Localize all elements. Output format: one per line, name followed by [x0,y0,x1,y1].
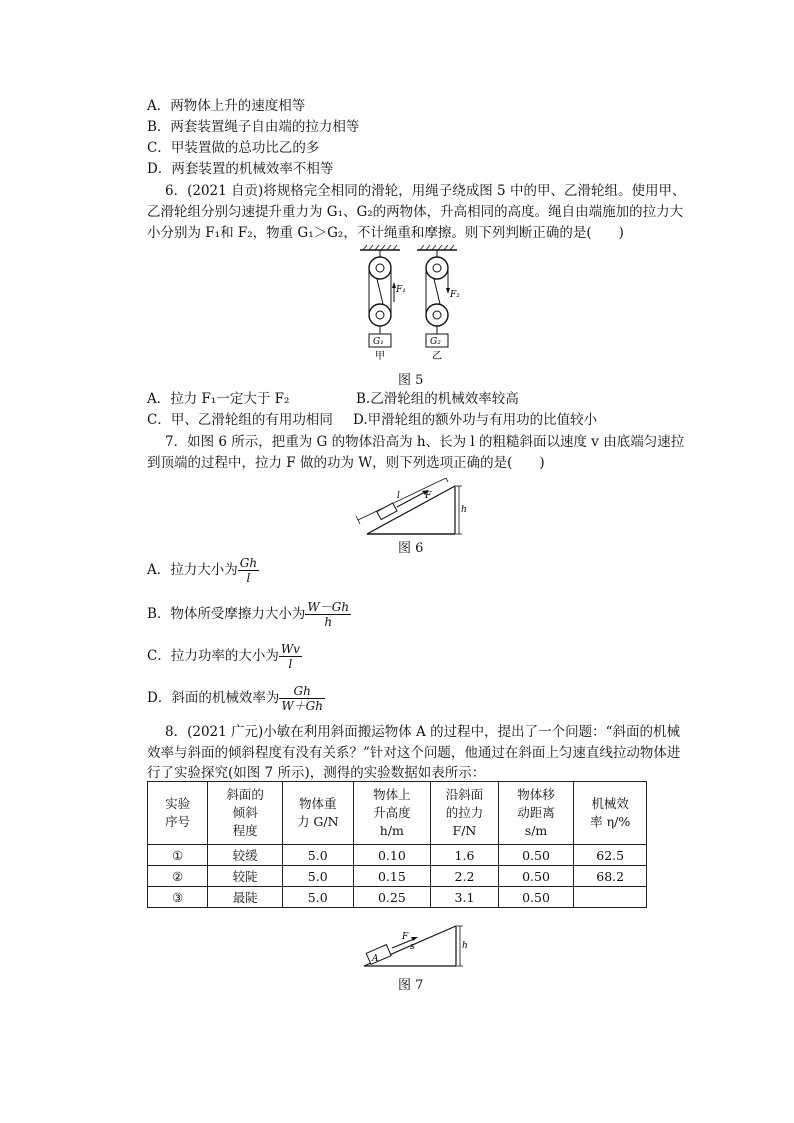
q7-option-a-fraction [238,556,259,585]
q5-option-c: C．甲装置做的总功比乙的多 [147,140,320,156]
f2-label: F₂ [450,290,460,300]
q7-option-a [147,556,259,585]
q7-option-b-fraction [305,600,351,629]
q6-stem-line-1: 6．(2021 自贡)将规格完全相同的滑轮，用绳子绕成图 5 中的甲、乙滑轮组。使用甲、 [165,183,686,199]
q7-option-d [147,684,325,713]
cell: 5.0 [282,887,353,908]
s-label: s [410,942,415,952]
g2-label: G₂ [430,337,441,347]
cell: ① [148,845,208,866]
f-label: F [425,491,432,501]
cell: 1.6 [431,845,498,866]
q6-stem-line-3: 小分别为 F₁和 F₂，物重 G₁＞G₂，不计绳重和摩擦。则下列判断正确的是( ) [147,225,624,241]
cell: 最陡 [208,887,283,908]
q6-stem-line-2: 乙滑轮组分别匀速提升重力为 G₁、G₂的两物体，升高相同的高度。绳自由端施加的拉力大 [147,204,684,220]
q8-stem-line-2: 效率与斜面的倾斜程度有没有关系？”针对这个问题，他通过在斜面上匀速直线拉动物体进 [147,745,681,761]
cell: 5.0 [282,866,353,887]
figure-5-caption: 图 5 [398,373,424,388]
h-label: h [461,505,467,515]
cell: 0.50 [498,845,574,866]
header-trial-number: 实验 序号 [148,782,208,845]
header-slope-degree: 斜面的 倾斜 程度 [208,782,283,845]
table-row [148,845,647,866]
f1-label: F₁ [396,285,406,295]
h-label: h [462,941,468,951]
q7-option-b-prefix: B．物体所受摩擦力大小为 [147,606,306,622]
q8-stem-line-1: 8．(2021 广元)小敏在利用斜面搬运物体 A 的过程中，提出了一个问题：“斜面的机械 [165,724,681,740]
cell: ② [148,866,208,887]
table-row [148,887,647,908]
q7-option-d-fraction [279,684,325,713]
q5-option-b: B．两套装置绳子自由端的拉力相等 [147,119,360,135]
figure-6-caption: 图 6 [398,541,424,556]
table-row [148,866,647,887]
cell [574,887,647,908]
denominator: l [288,657,293,671]
numerator: W－Gh [307,600,350,614]
header-distance: 物体移 动距离 s/m [498,782,574,845]
cell: 较缓 [208,845,283,866]
q7-option-d-prefix: D．斜面的机械效率为 [147,690,280,706]
figure-7-caption: 图 7 [398,978,424,993]
header-pull-force: 沿斜面 的拉力 F/N [431,782,498,845]
figure-7-incline-diagram [352,922,472,970]
q7-option-c-prefix: C．拉力功率的大小为 [147,648,279,664]
q7-option-c [147,642,302,671]
numerator: Gh [279,684,325,699]
q6-option-b: B.乙滑轮组的机械效率较高 [356,391,519,407]
q5-option-d: D．两套装置的机械效率不相等 [147,161,334,177]
g1-label: G₁ [373,337,384,347]
q6-option-a: A．拉力 F₁一定大于 F₂ [147,391,290,407]
q7-option-a-prefix: A．拉力大小为 [147,562,238,578]
numerator: Wv [280,642,300,656]
cell: 68.2 [574,866,647,887]
cell: 0.50 [498,887,574,908]
jia-label: 甲 [375,351,385,362]
f-label: F [402,932,409,942]
cell: 0.25 [353,887,431,908]
cell: 2.2 [431,866,498,887]
cell: 5.0 [282,845,353,866]
table-header-row [148,782,647,845]
q6-option-d: D.甲滑轮组的额外功与有用功的比值较小 [353,412,598,428]
denominator: l [246,571,251,585]
experiment-data-table [147,781,647,908]
figure-6-incline-diagram [355,478,475,538]
q7-stem-line-1: 7．如图 6 所示，把重为 G 的物体沿高为 h、长为 l 的粗糙斜面以速度 v 由底端匀速拉 [165,434,685,450]
q7-option-b [147,600,351,629]
q8-stem-line-3: 行了实验探究(如图 7 所示)，测得的实验数据如表所示： [147,765,486,781]
a-label: A [372,954,379,964]
cell: 3.1 [431,887,498,908]
cell: 0.10 [353,845,431,866]
l-label: l [397,491,400,501]
figure-5-pulley-diagram [355,244,465,362]
cell: ③ [148,887,208,908]
q7-stem-line-2: 到顶端的过程中，拉力 F 做的功为 W，则下列选项正确的是( ) [147,455,545,471]
cell: 0.50 [498,866,574,887]
cell: 62.5 [574,845,647,866]
q7-option-c-fraction [279,642,302,671]
denominator: W＋Gh [281,699,323,713]
header-weight: 物体重 力 G/N [282,782,353,845]
q6-option-c: C．甲、乙滑轮组的有用功相同 [147,412,333,428]
header-height: 物体上 升高度 h/m [353,782,431,845]
cell: 较陡 [208,866,283,887]
numerator: Gh [239,556,258,570]
denominator: h [324,615,333,629]
cell: 0.15 [353,866,431,887]
q5-option-a: A．两物体上升的速度相等 [147,98,306,114]
yi-label: 乙 [432,351,442,362]
header-efficiency: 机械效 率 η/% [574,782,647,845]
